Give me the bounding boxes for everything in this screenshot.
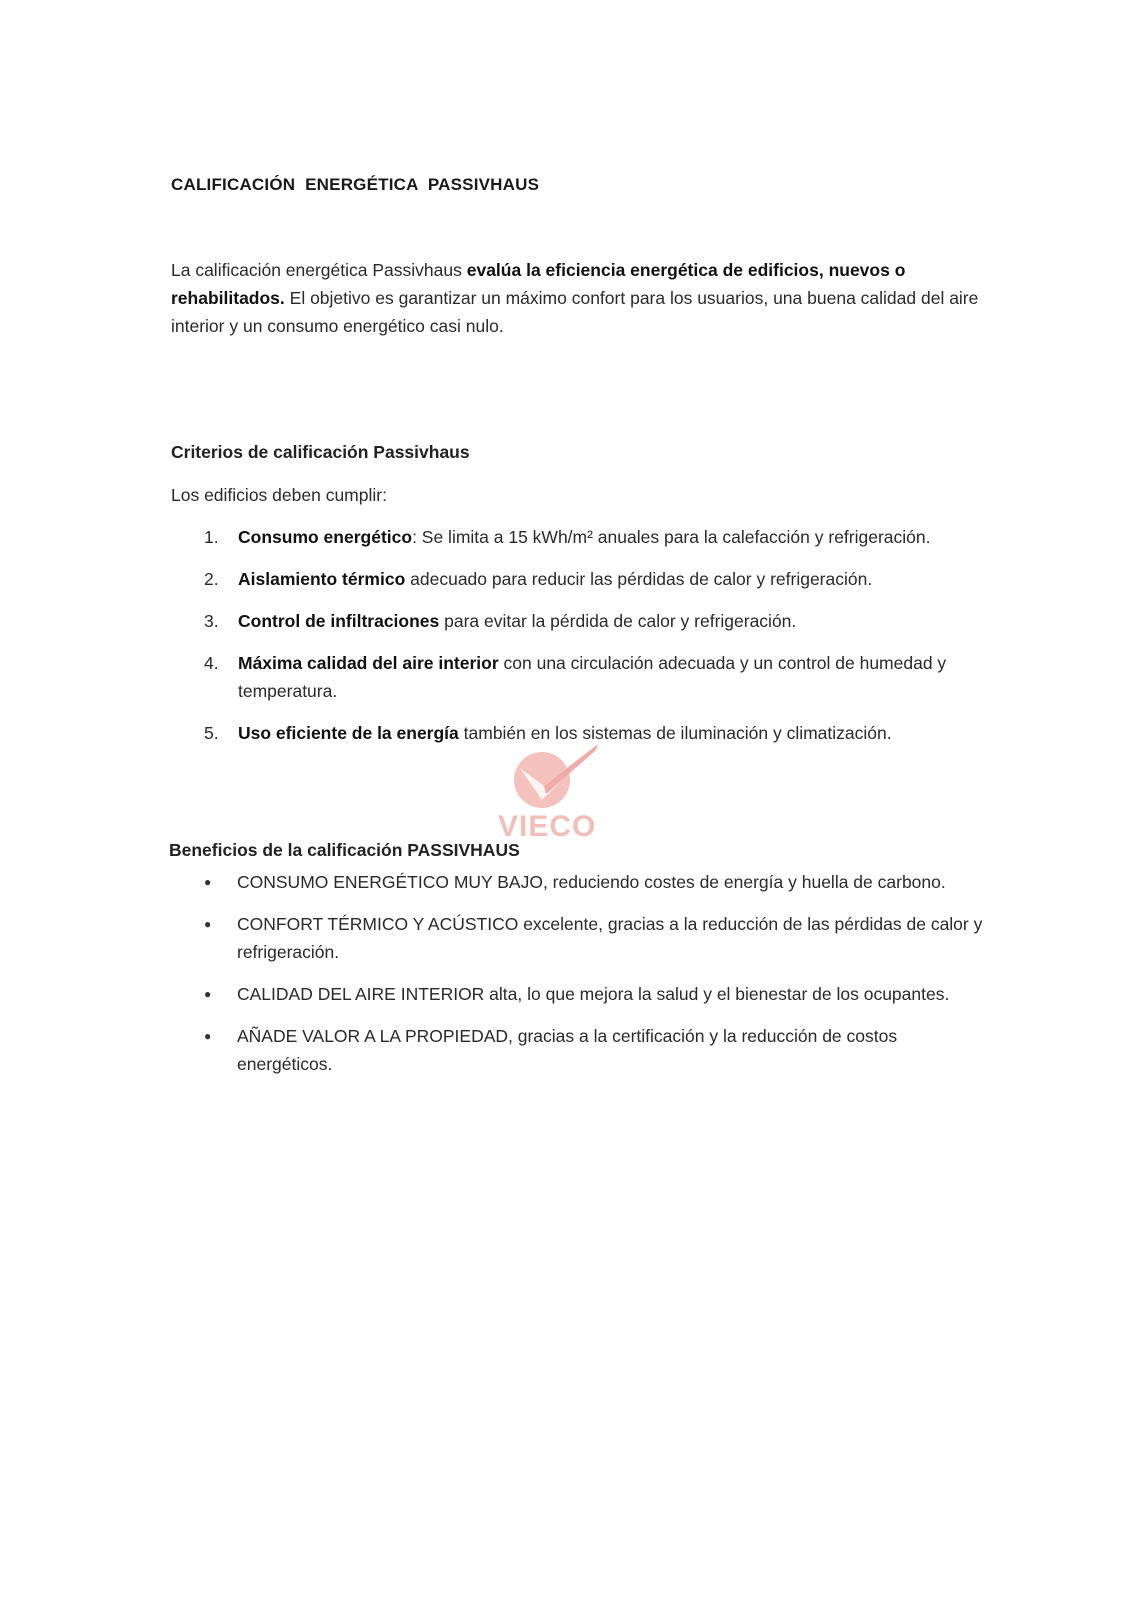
- criteria-item: [204, 523, 984, 551]
- criteria-item: [204, 607, 984, 635]
- intro-text-1: La calificación energética Passivhaus: [171, 260, 467, 280]
- item-bold: Aislamiento térmico: [238, 569, 406, 589]
- item-number: 2.: [204, 569, 219, 589]
- benefit-item: [204, 1022, 984, 1078]
- intro-text-2: El objetivo es garantizar un máximo confort para los usuarios, una buena calidad del aire interior y un consumo energético casi nulo.: [171, 288, 979, 336]
- checkmark-logo-icon: [500, 742, 610, 812]
- benefit-item: [204, 910, 984, 966]
- item-text: : Se limita a 15 kWh/m² anuales para la calefacción y refrigeración.: [412, 527, 931, 547]
- benefit-text: CONFORT TÉRMICO Y ACÚSTICO excelente, gracias a la reducción de las pérdidas de calor y refrigeración.: [237, 914, 983, 962]
- criteria-list: [204, 523, 984, 761]
- bullet-icon: ●: [204, 875, 212, 889]
- item-bold: Máxima calidad del aire interior: [238, 653, 499, 673]
- item-bold: Control de infiltraciones: [238, 611, 440, 631]
- benefit-text: AÑADE VALOR A LA PROPIEDAD, gracias a la certificación y la reducción de costos energéticos.: [237, 1026, 898, 1074]
- item-number: 4.: [204, 653, 219, 673]
- intro-text-bold: evalúa la eficiencia energética de edificios, nuevos o rehabilitados.: [171, 260, 906, 308]
- item-number: 5.: [204, 723, 219, 743]
- watermark-text: VIECO: [498, 810, 597, 843]
- criteria-heading: Criterios de calificación Passivhaus: [171, 442, 470, 462]
- bullet-icon: ●: [204, 987, 212, 1001]
- benefit-item: [204, 868, 984, 896]
- bullet-icon: ●: [204, 1029, 212, 1043]
- benefits-list: [204, 868, 984, 1092]
- item-text: adecuado para reducir las pérdidas de calor y refrigeración.: [405, 569, 873, 589]
- benefit-text: CONSUMO ENERGÉTICO MUY BAJO, reduciendo costes de energía y huella de carbono.: [237, 872, 946, 892]
- intro-paragraph: [171, 256, 981, 340]
- item-bold: Consumo energético: [238, 527, 413, 547]
- criteria-item: [204, 565, 984, 593]
- criteria-item: [204, 649, 984, 705]
- criteria-lead: Los edificios deben cumplir:: [171, 485, 387, 505]
- item-bold: Uso eficiente de la energía: [238, 723, 459, 743]
- item-text: para evitar la pérdida de calor y refrigeración.: [439, 611, 797, 631]
- bullet-icon: ●: [204, 917, 212, 931]
- document-title: CALIFICACIÓN ENERGÉTICA PASSIVHAUS: [171, 175, 540, 194]
- benefit-item: [204, 980, 984, 1008]
- item-number: 1.: [204, 527, 219, 547]
- item-number: 3.: [204, 611, 219, 631]
- benefit-text: CALIDAD DEL AIRE INTERIOR alta, lo que mejora la salud y el bienestar de los ocupantes.: [237, 984, 950, 1004]
- vieco-watermark: [496, 752, 616, 842]
- benefits-heading: Beneficios de la calificación PASSIVHAUS: [169, 840, 520, 860]
- item-text: con una circulación adecuada y un control de humedad y temperatura.: [238, 653, 947, 701]
- item-text: también en los sistemas de iluminación y climatización.: [458, 723, 892, 743]
